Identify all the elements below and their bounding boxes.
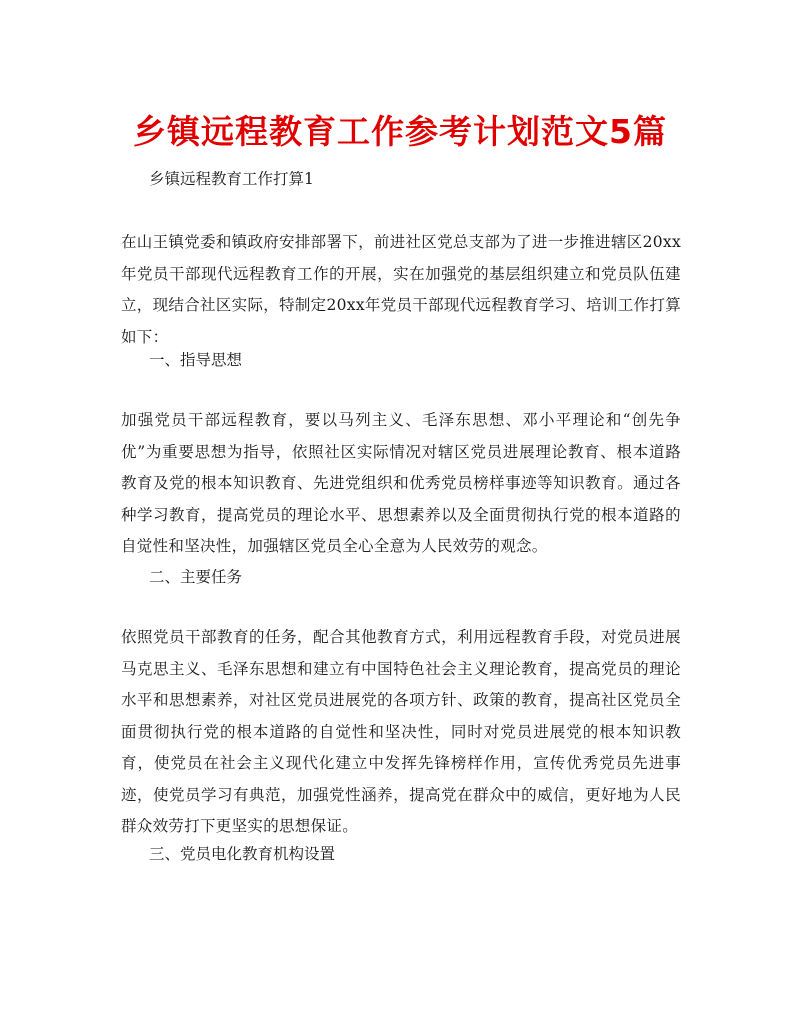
document-subtitle: 乡镇远程教育工作打算1 <box>149 170 314 188</box>
section-heading-main-tasks: 二、主要任务 <box>149 568 243 586</box>
document-title: 乡镇远程教育工作参考计划范文5篇 <box>133 112 667 151</box>
intro-paragraph: 在山王镇党委和镇政府安排部署下，前进社区党总支部为了进一步推进辖区20xx年党员干部现代远程教育工作的开展，实在加强党的基层组织建立和党员队伍建立，现结合社区实际，特制定20xx年党员干部现代远程教育学习、培训工作打算如下： <box>121 233 681 346</box>
section-heading-guiding-ideology: 一、指导思想 <box>149 351 243 369</box>
guiding-ideology-paragraph: 加强党员干部远程教育，要以马列主义、毛泽东思想、邓小平理论和“创先争优”为重要思想为指导，依照社区实际情况对辖区党员进展理论教育、根本道路教育及党的根本知识教育、先进党组织和优秀党员榜样事迹等知识教育。通过各种学习教育，提高党员的理论水平、思想素养以及全面贯彻执行党的根本道路的自觉性和坚决性，加强辖区党员全心全意为人民效劳的观念。 <box>121 411 681 555</box>
main-tasks-paragraph: 依照党员干部教育的任务，配合其他教育方式，利用远程教育手段，对党员进展马克思主义、毛泽东思想和建立有中国特色社会主义理论教育，提高党员的理论水平和思想素养，对社区党员进展党的各项方针、政策的教育，提高社区党员全面贯彻执行党的根本道路的自觉性和坚决性，同时对党员进展党的根本知识教育，使党员在社会主义现代化建立中发挥先锋榜样作用，宣传优秀党员先进事迹，使党员学习有典范，加强党性涵养，提高党在群众中的威信，更好地为人民群众效劳打下更坚实的思想保证。 <box>121 628 681 835</box>
section-heading-organization-setup: 三、党员电化教育机构设置 <box>149 845 336 863</box>
